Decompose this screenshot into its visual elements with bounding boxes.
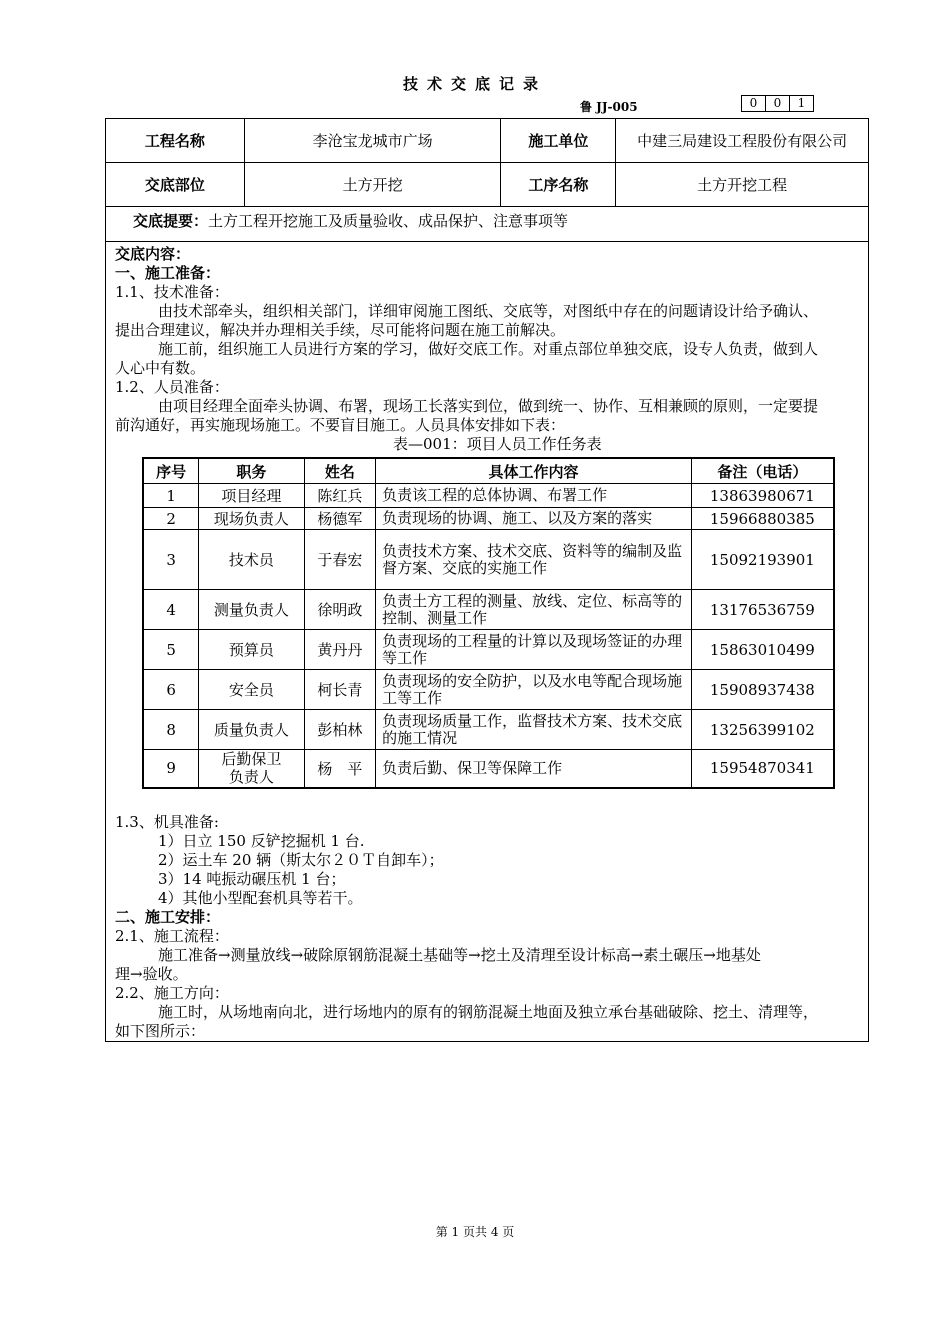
record-digit: 0 — [765, 95, 790, 112]
paragraph: 理→验收。 — [115, 965, 188, 983]
col-header-role: 职务 — [199, 458, 304, 484]
cell-name: 陈红兵 — [304, 484, 376, 508]
cell-phone: 15092193901 — [691, 530, 834, 590]
paragraph: 人心中有数。 — [115, 359, 206, 377]
cell-duty: 负责后勤、保卫等保障工作 — [376, 750, 692, 788]
cell-duty: 负责现场质量工作，监督技术方案、技术交底的施工情况 — [376, 710, 692, 750]
col-header-no: 序号 — [143, 458, 199, 484]
form-code: 鲁 JJ-005 — [580, 100, 638, 114]
table-row — [143, 508, 834, 530]
content-box — [105, 241, 869, 1042]
cell-no: 4 — [143, 590, 199, 630]
cell-name: 彭柏林 — [304, 710, 376, 750]
cell-duty: 负责技术方案、技术交底、资料等的编制及监督方案、交底的实施工作 — [376, 530, 692, 590]
cell-role: 现场负责人 — [199, 508, 304, 530]
machine-item: 3）14 吨振动碾压机 1 台； — [158, 870, 346, 888]
machine-item: 1）日立 150 反铲挖掘机 1 台. — [158, 832, 365, 850]
cell-no: 1 — [143, 484, 199, 508]
record-number-box — [742, 95, 814, 112]
cell-phone: 13176536759 — [691, 590, 834, 630]
table-row — [143, 750, 834, 788]
cell-duty: 负责现场的安全防护，以及水电等配合现场施工等工作 — [376, 670, 692, 710]
machine-item: 4）其他小型配套机具等若干。 — [158, 889, 363, 907]
subsection-2-1: 2.1、施工流程： — [115, 927, 229, 945]
record-digit: 1 — [789, 95, 814, 112]
col-header-duty: 具体工作内容 — [376, 458, 692, 484]
cell-duty: 负责土方工程的测量、放线、定位、标高等的控制、测量工作 — [376, 590, 692, 630]
subsection-2-2: 2.2、施工方向： — [115, 984, 229, 1002]
cell-no: 2 — [143, 508, 199, 530]
cell-no: 5 — [143, 630, 199, 670]
paragraph: 施工准备→测量放线→破除原钢筋混凝土基础等→挖土及清理至设计标高→素土碾压→地基处 — [158, 946, 761, 964]
section-2-title: 二、施工安排： — [115, 908, 221, 926]
cell-role: 项目经理 — [199, 484, 304, 508]
cell-name: 徐明政 — [304, 590, 376, 630]
subsection-1-2: 1.2、人员准备： — [115, 378, 229, 396]
paragraph: 由技术部牵头，组织相关部门，详细审阅施工图纸、交底等，对图纸中存在的问题请设计给予确认、 — [158, 302, 819, 320]
cell-role: 预算员 — [199, 630, 304, 670]
paragraph: 提出合理建议，解决并办理相关手续，尽可能将问题在施工前解决。 — [115, 321, 566, 339]
subsection-1-3: 1.3、机具准备: — [115, 813, 219, 831]
paragraph: 前沟通好，再实施现场施工。不要盲目施工。人员具体安排如下表： — [115, 416, 566, 434]
cell-phone: 15954870341 — [691, 750, 834, 788]
record-digit: 0 — [741, 95, 766, 112]
paragraph: 如下图所示： — [115, 1022, 206, 1040]
subsection-1-1: 1.1、技术准备： — [115, 283, 229, 301]
contractor-label: 施工单位 — [501, 119, 616, 163]
cell-phone: 15863010499 — [691, 630, 834, 670]
table-row — [143, 484, 834, 508]
section-1-title: 一、施工准备： — [115, 264, 221, 282]
cell-role: 技术员 — [199, 530, 304, 590]
cell-role: 后勤保卫负责人 — [199, 750, 304, 788]
document-title: 技术交底记录 — [402, 75, 547, 93]
cell-duty: 负责现场的协调、施工、以及方案的落实 — [376, 508, 692, 530]
page-footer: 第 1 页共 4 页 — [435, 1225, 515, 1239]
header-table — [105, 118, 869, 207]
summary-text: 土方工程开挖施工及质量验收、成品保护、注意事项等 — [208, 212, 569, 230]
table-row — [143, 630, 834, 670]
process: 土方开挖工程 — [616, 163, 869, 207]
cell-name: 柯长青 — [304, 670, 376, 710]
cell-role: 安全员 — [199, 670, 304, 710]
cell-role: 质量负责人 — [199, 710, 304, 750]
cell-name: 杨德军 — [304, 508, 376, 530]
content-label: 交底内容： — [115, 245, 191, 263]
table-row — [143, 590, 834, 630]
col-header-phone: 备注（电话） — [691, 458, 834, 484]
cell-role: 测量负责人 — [199, 590, 304, 630]
part-label: 交底部位 — [106, 163, 245, 207]
col-header-name: 姓名 — [304, 458, 376, 484]
table-caption: 表—001：项目人员工作任务表 — [393, 435, 602, 453]
contractor: 中建三局建设工程股份有限公司 — [616, 119, 869, 163]
project-name: 李沧宝龙城市广场 — [244, 119, 501, 163]
paragraph: 施工时，从场地南向北，进行场地内的原有的钢筋混凝土地面及独立承台基础破除、挖土、清理等， — [158, 1003, 819, 1021]
cell-no: 6 — [143, 670, 199, 710]
cell-no: 9 — [143, 750, 199, 788]
summary-row — [105, 202, 869, 242]
cell-phone: 15966880385 — [691, 508, 834, 530]
cell-phone: 13863980671 — [691, 484, 834, 508]
table-row — [143, 670, 834, 710]
paragraph: 由项目经理全面牵头协调、布署，现场工长落实到位，做到统一、协作、互相兼顾的原则，一定要提 — [158, 397, 819, 415]
machine-item: 2）运土车 20 辆（斯太尔２０Ｔ自卸车）； — [158, 851, 444, 869]
summary-label: 交底提要： — [133, 212, 209, 230]
cell-phone: 13256399102 — [691, 710, 834, 750]
staff-table — [142, 457, 835, 789]
table-row — [143, 710, 834, 750]
cell-name: 黄丹丹 — [304, 630, 376, 670]
cell-phone: 15908937438 — [691, 670, 834, 710]
cell-duty: 负责该工程的总体协调、布署工作 — [376, 484, 692, 508]
project-name-label: 工程名称 — [106, 119, 245, 163]
part: 土方开挖 — [244, 163, 501, 207]
cell-duty: 负责现场的工程量的计算以及现场签证的办理等工作 — [376, 630, 692, 670]
process-label: 工序名称 — [501, 163, 616, 207]
cell-name: 于春宏 — [304, 530, 376, 590]
cell-no: 3 — [143, 530, 199, 590]
cell-no: 8 — [143, 710, 199, 750]
cell-name: 杨 平 — [304, 750, 376, 788]
table-row — [143, 530, 834, 590]
paragraph: 施工前，组织施工人员进行方案的学习，做好交底工作。对重点部位单独交底，设专人负责，做到人 — [158, 340, 819, 358]
